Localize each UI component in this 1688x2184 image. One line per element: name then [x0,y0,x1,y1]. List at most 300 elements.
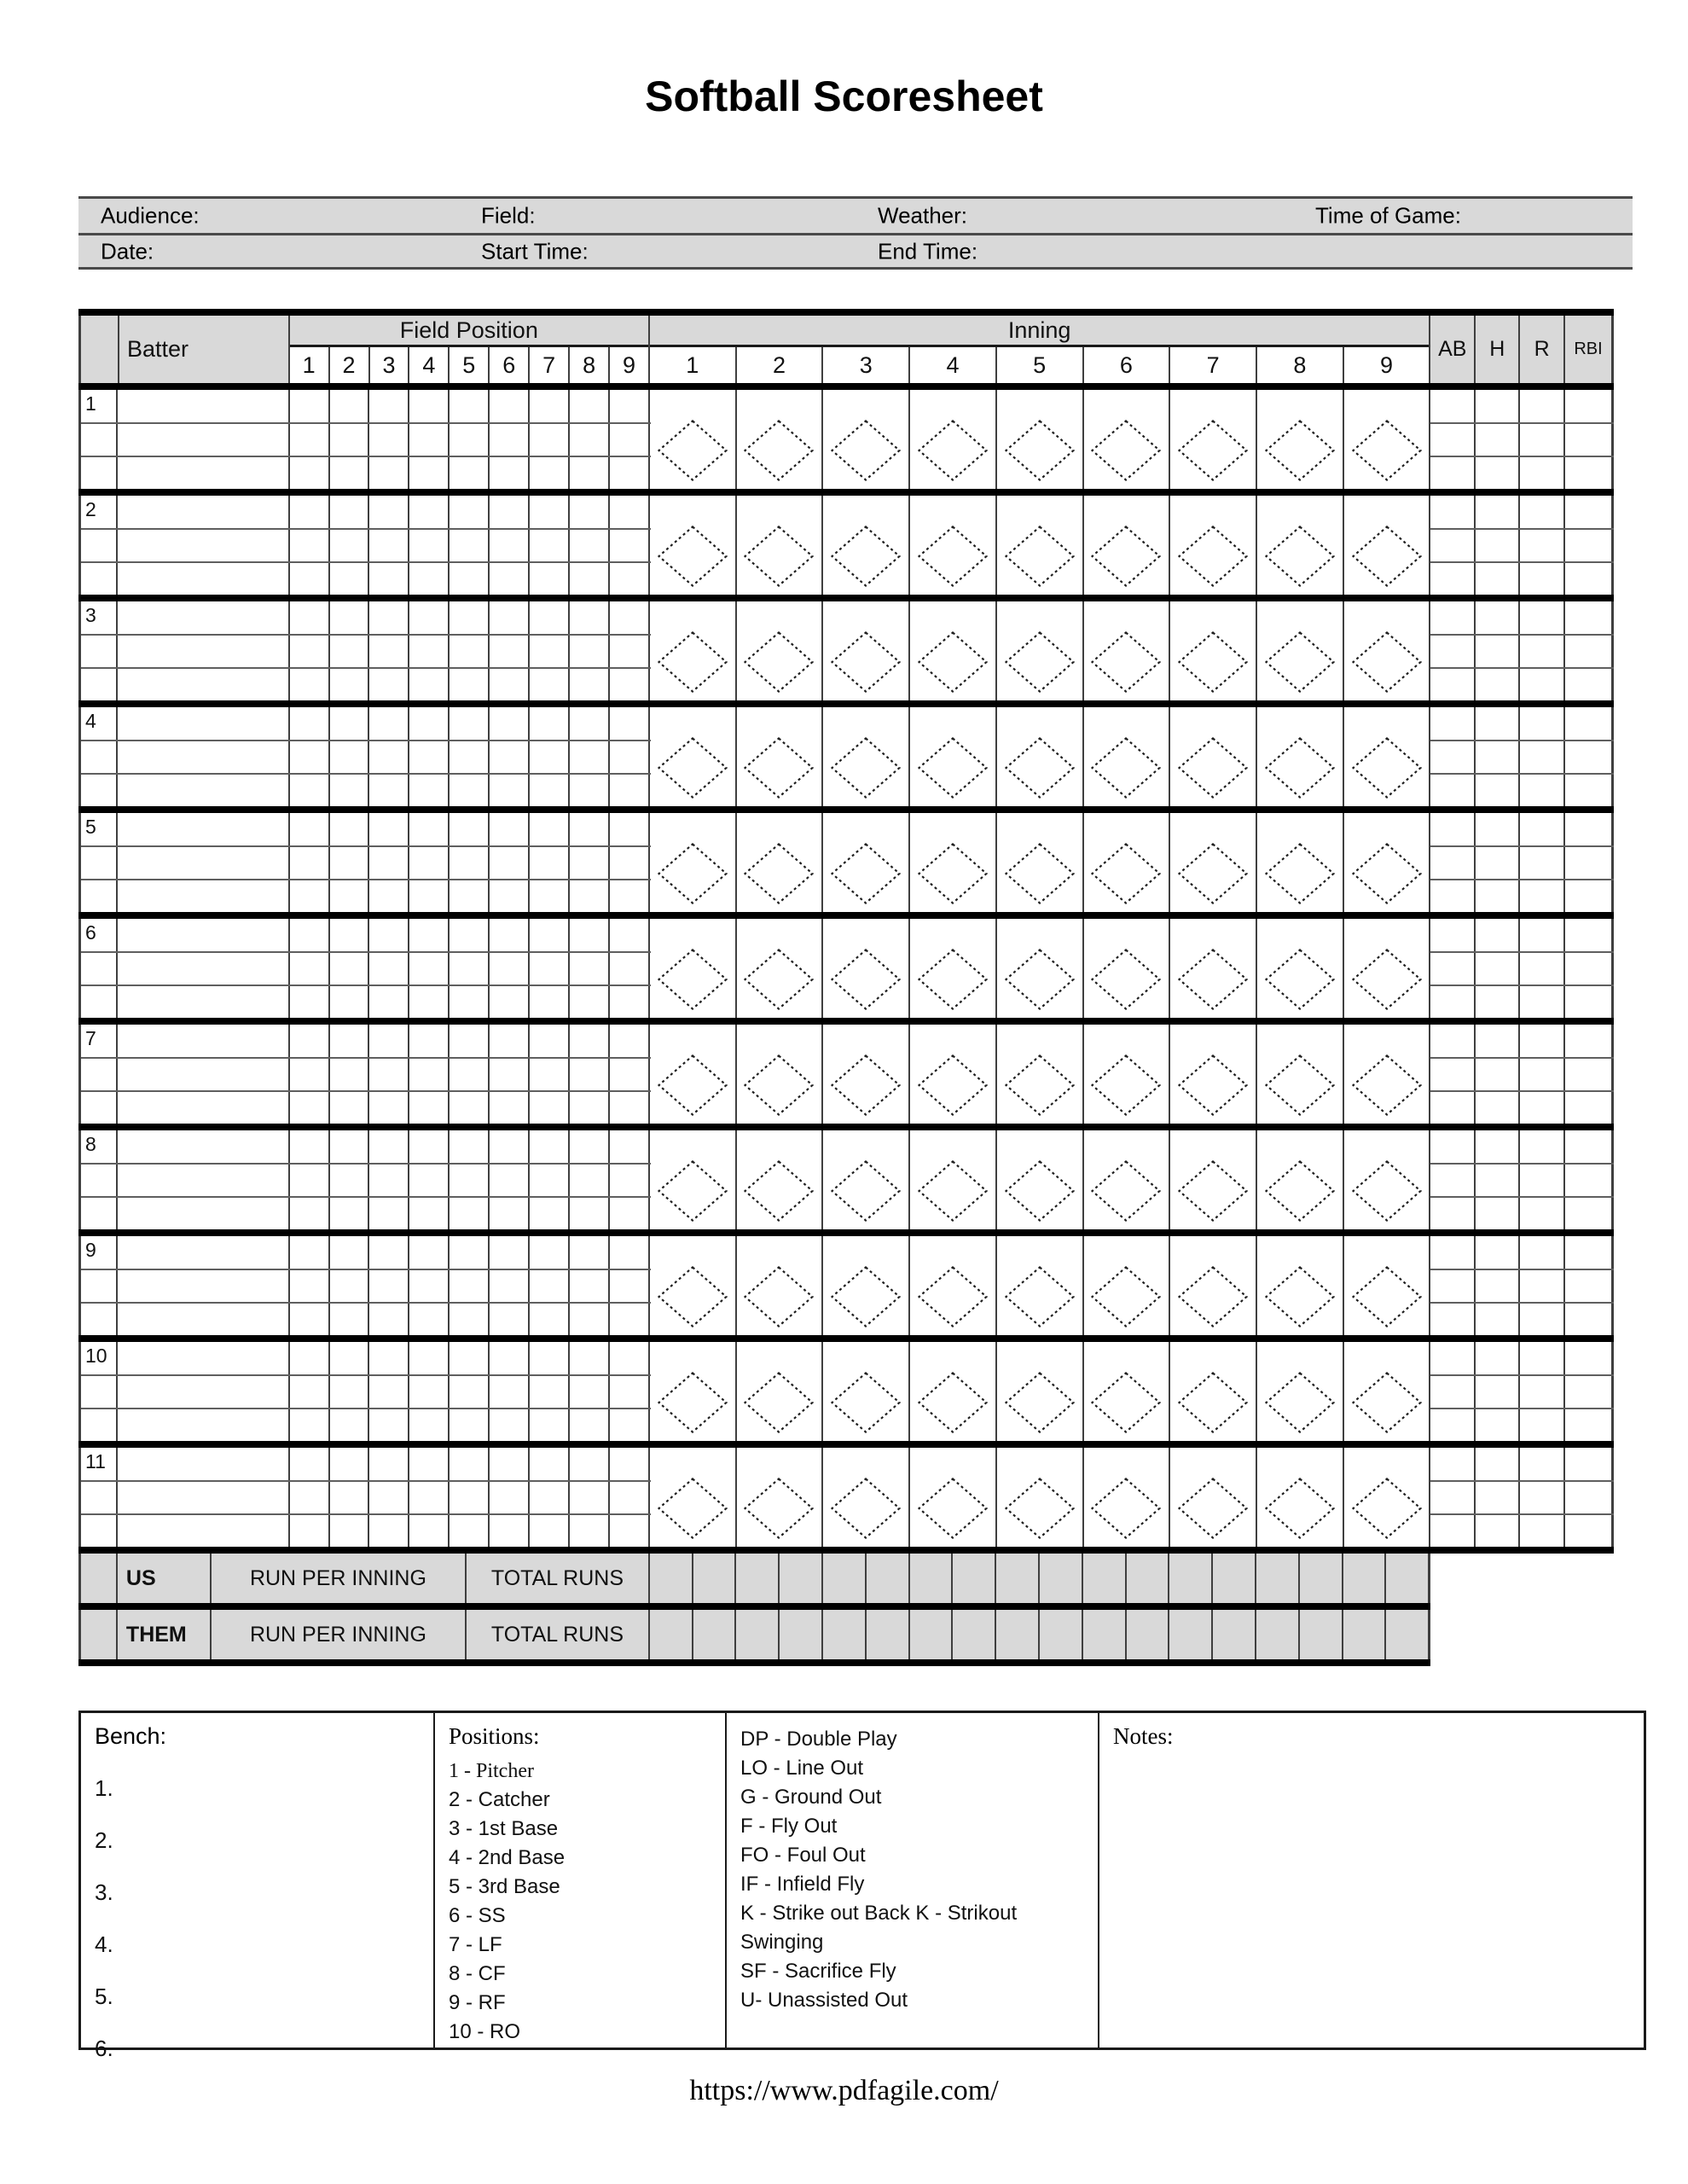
field-position-cell[interactable] [369,707,409,806]
field-position-cell[interactable] [530,1342,570,1441]
r-cell[interactable] [1520,707,1565,806]
field-position-cell[interactable] [450,1236,490,1335]
start-time-value-blank[interactable] [607,235,863,267]
inning-scoring-cell[interactable] [823,390,910,489]
h-cell[interactable] [1476,390,1520,489]
run-cell[interactable] [693,1554,737,1603]
ab-cell[interactable] [1430,496,1476,595]
h-cell[interactable] [1476,1448,1520,1547]
field-position-cell[interactable] [610,1448,650,1547]
inning-scoring-cell[interactable] [1344,707,1431,806]
ab-cell[interactable] [1430,1236,1476,1335]
inning-scoring-cell[interactable] [1170,390,1257,489]
field-position-cell[interactable] [290,1025,330,1124]
run-cell[interactable] [1169,1554,1213,1603]
inning-scoring-cell[interactable] [1257,919,1344,1018]
time-of-game-value-blank[interactable] [1477,199,1631,233]
run-cell[interactable] [1127,1610,1170,1659]
field-position-cell[interactable] [330,919,370,1018]
inning-scoring-cell[interactable] [1257,813,1344,912]
field-position-cell[interactable] [570,813,610,912]
field-position-cell[interactable] [450,707,490,806]
run-cell[interactable] [1127,1554,1170,1603]
field-position-cell[interactable] [330,1236,370,1335]
notes-area[interactable] [1113,1750,1630,2037]
inning-scoring-cell[interactable] [650,1130,737,1229]
field-position-cell[interactable] [610,390,650,489]
h-cell[interactable] [1476,1130,1520,1229]
r-cell[interactable] [1520,601,1565,700]
run-cell[interactable] [650,1610,693,1659]
inning-scoring-cell[interactable] [823,496,910,595]
batter-name-cell[interactable] [118,1236,290,1335]
h-cell[interactable] [1476,813,1520,912]
h-cell[interactable] [1476,1236,1520,1335]
inning-scoring-cell[interactable] [1084,919,1171,1018]
inning-scoring-cell[interactable] [650,1342,737,1441]
ab-cell[interactable] [1430,601,1476,700]
rbi-cell[interactable] [1565,1130,1614,1229]
run-cell[interactable] [996,1554,1040,1603]
field-position-cell[interactable] [570,919,610,1018]
inning-scoring-cell[interactable] [1084,496,1171,595]
inning-scoring-cell[interactable] [823,1130,910,1229]
inning-scoring-cell[interactable] [1170,496,1257,595]
run-cell[interactable] [867,1554,910,1603]
inning-scoring-cell[interactable] [997,496,1084,595]
rbi-cell[interactable] [1565,601,1614,700]
inning-scoring-cell[interactable] [997,813,1084,912]
r-cell[interactable] [1520,390,1565,489]
batter-name-cell[interactable] [118,390,290,489]
run-cell[interactable] [1213,1554,1256,1603]
ab-cell[interactable] [1430,1025,1476,1124]
ab-cell[interactable] [1430,1342,1476,1441]
field-position-cell[interactable] [369,1236,409,1335]
field-position-cell[interactable] [450,390,490,489]
ab-cell[interactable] [1430,1130,1476,1229]
field-position-cell[interactable] [530,390,570,489]
r-cell[interactable] [1520,1342,1565,1441]
inning-scoring-cell[interactable] [1344,390,1431,489]
r-cell[interactable] [1520,1236,1565,1335]
inning-scoring-cell[interactable] [997,1025,1084,1124]
run-cell[interactable] [780,1610,823,1659]
field-position-cell[interactable] [369,813,409,912]
run-cell[interactable] [953,1610,996,1659]
inning-scoring-cell[interactable] [737,919,824,1018]
inning-scoring-cell[interactable] [1170,1025,1257,1124]
bench-slot[interactable]: 3. [95,1879,113,1905]
field-position-cell[interactable] [369,1342,409,1441]
run-cell[interactable] [1083,1554,1127,1603]
inning-scoring-cell[interactable] [1257,1236,1344,1335]
inning-scoring-cell[interactable] [997,601,1084,700]
inning-scoring-cell[interactable] [1344,496,1431,595]
inning-scoring-cell[interactable] [650,1448,737,1547]
field-position-cell[interactable] [610,813,650,912]
run-cell[interactable] [1386,1610,1430,1659]
inning-scoring-cell[interactable] [1257,707,1344,806]
inning-scoring-cell[interactable] [1170,813,1257,912]
run-cell[interactable] [736,1610,780,1659]
h-cell[interactable] [1476,1025,1520,1124]
field-position-cell[interactable] [530,496,570,595]
inning-scoring-cell[interactable] [1257,1448,1344,1547]
inning-scoring-cell[interactable] [1257,1025,1344,1124]
inning-scoring-cell[interactable] [1344,1130,1431,1229]
ab-cell[interactable] [1430,390,1476,489]
inning-scoring-cell[interactable] [823,707,910,806]
h-cell[interactable] [1476,496,1520,595]
field-position-cell[interactable] [490,601,530,700]
inning-scoring-cell[interactable] [1170,1236,1257,1335]
inning-scoring-cell[interactable] [737,390,824,489]
inning-scoring-cell[interactable] [1257,601,1344,700]
field-position-cell[interactable] [369,1448,409,1547]
inning-scoring-cell[interactable] [737,1130,824,1229]
field-position-cell[interactable] [409,601,450,700]
inning-scoring-cell[interactable] [737,707,824,806]
field-position-cell[interactable] [490,707,530,806]
field-position-cell[interactable] [409,1342,450,1441]
inning-scoring-cell[interactable] [1170,1130,1257,1229]
field-position-cell[interactable] [290,813,330,912]
inning-scoring-cell[interactable] [1084,1448,1171,1547]
field-position-cell[interactable] [330,1448,370,1547]
inning-scoring-cell[interactable] [910,813,997,912]
field-position-cell[interactable] [409,707,450,806]
run-cell[interactable] [1300,1554,1343,1603]
field-position-cell[interactable] [330,707,370,806]
run-cell[interactable] [693,1610,737,1659]
run-cell[interactable] [780,1554,823,1603]
rbi-cell[interactable] [1565,390,1614,489]
field-position-cell[interactable] [530,1448,570,1547]
run-cell[interactable] [650,1554,693,1603]
inning-scoring-cell[interactable] [737,813,824,912]
inning-scoring-cell[interactable] [1344,1342,1431,1441]
field-position-cell[interactable] [369,601,409,700]
r-cell[interactable] [1520,496,1565,595]
inning-scoring-cell[interactable] [910,390,997,489]
r-cell[interactable] [1520,919,1565,1018]
date-value-blank[interactable] [172,235,471,267]
field-position-cell[interactable] [570,390,610,489]
bench-slot[interactable]: 4. [95,1931,113,1957]
inning-scoring-cell[interactable] [1084,390,1171,489]
field-position-cell[interactable] [409,813,450,912]
field-position-cell[interactable] [570,601,610,700]
inning-scoring-cell[interactable] [997,390,1084,489]
audience-value-blank[interactable] [215,199,471,233]
inning-scoring-cell[interactable] [1084,601,1171,700]
field-position-cell[interactable] [290,707,330,806]
bench-slot[interactable]: 6. [95,2036,113,2061]
run-cell[interactable] [1040,1554,1083,1603]
run-cell[interactable] [1343,1610,1387,1659]
field-position-cell[interactable] [450,1130,490,1229]
inning-scoring-cell[interactable] [910,496,997,595]
run-cell[interactable] [736,1554,780,1603]
rbi-cell[interactable] [1565,1236,1614,1335]
run-cell[interactable] [910,1554,954,1603]
inning-scoring-cell[interactable] [1084,1236,1171,1335]
field-position-cell[interactable] [369,390,409,489]
inning-scoring-cell[interactable] [1170,707,1257,806]
field-position-cell[interactable] [290,496,330,595]
field-position-cell[interactable] [490,1130,530,1229]
inning-scoring-cell[interactable] [1170,919,1257,1018]
run-cell[interactable] [1256,1610,1300,1659]
batter-name-cell[interactable] [118,1025,290,1124]
run-cell[interactable] [1343,1554,1387,1603]
inning-scoring-cell[interactable] [1257,390,1344,489]
batter-name-cell[interactable] [118,707,290,806]
field-position-cell[interactable] [369,1130,409,1229]
field-position-cell[interactable] [570,1130,610,1229]
field-position-cell[interactable] [610,496,650,595]
inning-scoring-cell[interactable] [1170,1342,1257,1441]
field-position-cell[interactable] [450,1025,490,1124]
inning-scoring-cell[interactable] [650,919,737,1018]
inning-scoring-cell[interactable] [1084,707,1171,806]
inning-scoring-cell[interactable] [737,1236,824,1335]
run-cell[interactable] [823,1610,867,1659]
inning-scoring-cell[interactable] [997,1342,1084,1441]
inning-scoring-cell[interactable] [1344,1236,1431,1335]
field-position-cell[interactable] [610,1342,650,1441]
inning-scoring-cell[interactable] [910,1342,997,1441]
inning-scoring-cell[interactable] [1084,1130,1171,1229]
rbi-cell[interactable] [1565,813,1614,912]
field-position-cell[interactable] [290,601,330,700]
bench-slot[interactable]: 1. [95,1775,113,1801]
inning-scoring-cell[interactable] [1170,1448,1257,1547]
inning-scoring-cell[interactable] [650,601,737,700]
field-position-cell[interactable] [290,390,330,489]
field-position-cell[interactable] [290,1130,330,1229]
inning-scoring-cell[interactable] [823,919,910,1018]
field-position-cell[interactable] [409,1025,450,1124]
field-position-cell[interactable] [450,813,490,912]
inning-scoring-cell[interactable] [997,707,1084,806]
inning-scoring-cell[interactable] [650,1236,737,1335]
inning-scoring-cell[interactable] [997,919,1084,1018]
field-position-cell[interactable] [570,1236,610,1335]
inning-scoring-cell[interactable] [1344,919,1431,1018]
field-position-cell[interactable] [290,1448,330,1547]
weather-value-blank[interactable] [987,199,1302,233]
inning-scoring-cell[interactable] [1084,813,1171,912]
field-position-cell[interactable] [330,390,370,489]
field-position-cell[interactable] [530,707,570,806]
rbi-cell[interactable] [1565,496,1614,595]
inning-scoring-cell[interactable] [1084,1025,1171,1124]
batter-name-cell[interactable] [118,1342,290,1441]
field-position-cell[interactable] [450,1342,490,1441]
batter-name-cell[interactable] [118,601,290,700]
field-position-cell[interactable] [369,496,409,595]
inning-scoring-cell[interactable] [650,1025,737,1124]
h-cell[interactable] [1476,1342,1520,1441]
field-position-cell[interactable] [490,1448,530,1547]
field-position-cell[interactable] [530,1236,570,1335]
r-cell[interactable] [1520,813,1565,912]
rbi-cell[interactable] [1565,919,1614,1018]
field-position-cell[interactable] [530,1130,570,1229]
field-position-cell[interactable] [330,1025,370,1124]
field-position-cell[interactable] [290,1342,330,1441]
field-position-cell[interactable] [330,813,370,912]
run-cell[interactable] [1386,1554,1430,1603]
ab-cell[interactable] [1430,919,1476,1018]
field-position-cell[interactable] [570,1025,610,1124]
field-position-cell[interactable] [369,1025,409,1124]
ab-cell[interactable] [1430,813,1476,912]
field-position-cell[interactable] [290,1236,330,1335]
inning-scoring-cell[interactable] [823,813,910,912]
end-time-value-blank[interactable] [995,235,1302,267]
ab-cell[interactable] [1430,707,1476,806]
inning-scoring-cell[interactable] [737,1025,824,1124]
inning-scoring-cell[interactable] [910,707,997,806]
field-position-cell[interactable] [490,1342,530,1441]
field-position-cell[interactable] [570,1342,610,1441]
inning-scoring-cell[interactable] [737,1342,824,1441]
rbi-cell[interactable] [1565,1448,1614,1547]
run-cell[interactable] [953,1554,996,1603]
bench-slot[interactable]: 5. [95,1984,113,2009]
run-cell[interactable] [1040,1610,1083,1659]
field-position-cell[interactable] [490,390,530,489]
inning-scoring-cell[interactable] [910,601,997,700]
inning-scoring-cell[interactable] [910,1130,997,1229]
field-position-cell[interactable] [490,919,530,1018]
h-cell[interactable] [1476,601,1520,700]
inning-scoring-cell[interactable] [1344,1025,1431,1124]
field-value-blank[interactable] [556,199,863,233]
run-cell[interactable] [1300,1610,1343,1659]
inning-scoring-cell[interactable] [823,1236,910,1335]
inning-scoring-cell[interactable] [910,1448,997,1547]
ab-cell[interactable] [1430,1448,1476,1547]
field-position-cell[interactable] [610,707,650,806]
field-position-cell[interactable] [610,919,650,1018]
inning-scoring-cell[interactable] [737,601,824,700]
inning-scoring-cell[interactable] [650,390,737,489]
inning-scoring-cell[interactable] [910,919,997,1018]
inning-scoring-cell[interactable] [650,496,737,595]
field-position-cell[interactable] [450,1448,490,1547]
field-position-cell[interactable] [409,390,450,489]
inning-scoring-cell[interactable] [1084,1342,1171,1441]
field-position-cell[interactable] [490,1025,530,1124]
run-cell[interactable] [1256,1554,1300,1603]
inning-scoring-cell[interactable] [650,813,737,912]
field-position-cell[interactable] [490,813,530,912]
field-position-cell[interactable] [610,601,650,700]
inning-scoring-cell[interactable] [1344,1448,1431,1547]
field-position-cell[interactable] [610,1025,650,1124]
bench-slot[interactable]: 2. [95,1827,113,1853]
field-position-cell[interactable] [290,919,330,1018]
field-position-cell[interactable] [330,496,370,595]
h-cell[interactable] [1476,707,1520,806]
inning-scoring-cell[interactable] [1257,1130,1344,1229]
field-position-cell[interactable] [409,919,450,1018]
field-position-cell[interactable] [530,1025,570,1124]
field-position-cell[interactable] [450,496,490,595]
field-position-cell[interactable] [570,1448,610,1547]
inning-scoring-cell[interactable] [823,1025,910,1124]
field-position-cell[interactable] [490,1236,530,1335]
run-cell[interactable] [996,1610,1040,1659]
field-position-cell[interactable] [490,496,530,595]
inning-scoring-cell[interactable] [997,1236,1084,1335]
inning-scoring-cell[interactable] [737,496,824,595]
batter-name-cell[interactable] [118,496,290,595]
batter-name-cell[interactable] [118,813,290,912]
inning-scoring-cell[interactable] [1344,601,1431,700]
field-position-cell[interactable] [570,707,610,806]
inning-scoring-cell[interactable] [1257,1342,1344,1441]
field-position-cell[interactable] [330,1342,370,1441]
field-position-cell[interactable] [409,1236,450,1335]
field-position-cell[interactable] [450,919,490,1018]
r-cell[interactable] [1520,1448,1565,1547]
inning-scoring-cell[interactable] [910,1236,997,1335]
field-position-cell[interactable] [330,1130,370,1229]
run-cell[interactable] [1213,1610,1256,1659]
inning-scoring-cell[interactable] [823,1448,910,1547]
inning-scoring-cell[interactable] [650,707,737,806]
run-cell[interactable] [1169,1610,1213,1659]
field-position-cell[interactable] [330,601,370,700]
inning-scoring-cell[interactable] [1344,813,1431,912]
field-position-cell[interactable] [530,919,570,1018]
run-cell[interactable] [910,1610,954,1659]
footer-url[interactable]: https://www.pdfagile.com/ [689,2075,999,2106]
run-cell[interactable] [823,1554,867,1603]
field-position-cell[interactable] [530,601,570,700]
inning-scoring-cell[interactable] [737,1448,824,1547]
batter-name-cell[interactable] [118,1448,290,1547]
inning-scoring-cell[interactable] [997,1448,1084,1547]
field-position-cell[interactable] [610,1130,650,1229]
batter-name-cell[interactable] [118,919,290,1018]
rbi-cell[interactable] [1565,707,1614,806]
field-position-cell[interactable] [570,496,610,595]
field-position-cell[interactable] [450,601,490,700]
inning-scoring-cell[interactable] [823,601,910,700]
r-cell[interactable] [1520,1130,1565,1229]
rbi-cell[interactable] [1565,1025,1614,1124]
field-position-cell[interactable] [369,919,409,1018]
inning-scoring-cell[interactable] [997,1130,1084,1229]
run-cell[interactable] [867,1610,910,1659]
inning-scoring-cell[interactable] [823,1342,910,1441]
inning-scoring-cell[interactable] [1170,601,1257,700]
h-cell[interactable] [1476,919,1520,1018]
field-position-cell[interactable] [409,496,450,595]
run-cell[interactable] [1083,1610,1127,1659]
field-position-cell[interactable] [409,1130,450,1229]
inning-scoring-cell[interactable] [1257,496,1344,595]
field-position-cell[interactable] [610,1236,650,1335]
rbi-cell[interactable] [1565,1342,1614,1441]
field-position-cell[interactable] [409,1448,450,1547]
